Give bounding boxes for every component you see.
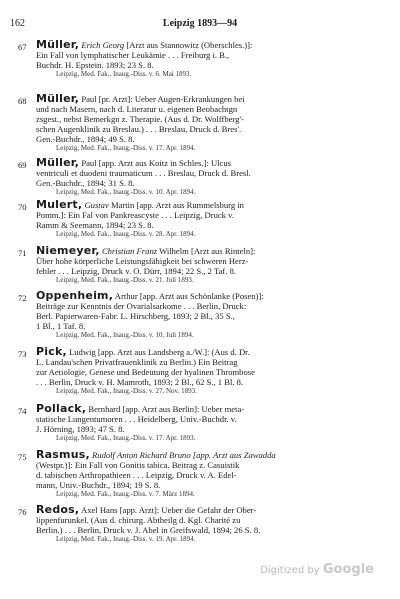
entry-name: Müller, [36,158,80,168]
entry-text-line: Pomm.]: Ein Fal von Pankreascyste . . . Leipzig, Druck v. [36,210,235,220]
digitization-watermark [260,562,374,577]
entry-text-line: zur Aetiologie, Genese und Bedeutung der hyalinen Thrombose [36,367,255,377]
entry-name: Müller, [36,40,80,50]
entry-number: 74 [18,406,27,416]
entry-note: Leipzig, Med. Fak., Inaug.-Diss. v. 17. Apr. 1894. [56,144,196,152]
entry-name: Niemeyer, [36,246,100,256]
entry-given-name: Axel Hans [app. Arzt]: [80,505,160,515]
entry-number: 73 [18,349,27,359]
entry-note: Leipzig, Med. Fak., Inaug.-Diss. v. 10. Apr. 1894. [56,188,196,196]
entry-name: Pollack, [36,404,87,414]
digitized-by-text: Digitized by [260,565,320,576]
entry-text-line: (Westpr.)]: Ein Fall von Gonitis tabica. Beitrag z. Casuistik [36,460,240,470]
entry-text-line: Gen.-Buchdr., 1894; 31 S. 8. [36,178,135,188]
entry-note: Leipzig, Med. Fak., Inaug.-Diss. v. 21. Juli 1893. [56,276,194,284]
entry-text-line: Beiträge zur Kenntnis der Ovarialsarkome . . . Berlin, Druck: [36,301,247,311]
entry-number: 76 [18,507,27,517]
entry-name: Müller, [36,94,80,104]
entry-text-line: zsgest., nebst Bemerkgn z. Therapie. (Aus d. Dr. Wolffberg'- [36,114,244,124]
entry-text-line: Ueber meta- [201,404,245,414]
page-header [0,18,400,30]
entry-text-line: Gen.-Buchdr., 1894; 49 S. 8. [36,134,135,144]
entry-text-line: Berlin.) . . . Berlin, Druck v. J. Abel in Greifswald, 1894; 26 S. 8. [36,525,261,535]
entry-text-line: Ein Fall von lymphatischer Leukämie . . . Freiburg i. B., [36,50,230,60]
entry-note: Leipzig, Med. Fak., Inaug.-Diss. v. 10. Juli 1894. [56,331,194,339]
entry-name: Rasmus, [36,450,90,460]
entry-text-line: Martin [app. Arzt aus Rummelsburg in [110,200,244,210]
entry-text-line: statische Lungentumoren . . . Heidelberg, Univ.-Buchdr. v. [36,414,237,424]
entry-number: 70 [18,202,27,212]
entry-number: 72 [18,293,27,303]
running-title: Leipzig 1893—94 [162,18,238,29]
entry-note: Leipzig, Med. Fak., Inaug.-Diss. v. 7. März 1894. [56,490,195,498]
entry-note: Leipzig, Med. Fak., Inaug.-Diss. v. 27. Nov. 1893. [56,387,197,395]
entry-text-line: d. tabischen Arthropathieen . . . Leipzig, Druck v. A. Edel- [36,470,237,480]
entry-note: Leipzig, Med. Fak., Inaug.-Diss. v. 6. Mai 1893. [56,70,192,78]
entry-name: Mulert, [36,200,83,210]
entry-number: 75 [18,452,27,462]
entry-text-line: 1 Bl., 1 Taf. 8. [36,321,86,331]
entry-given-name: Bernhard [app. Arzt aus Berlin]: [88,404,200,414]
entry-text-line: ventriculi et duodeni traumaticum . . . Breslau, Druck d. Bresl. [36,168,251,178]
entry-given-name: Paul [pr. Arzt]: [81,94,133,104]
entry-text-line: und nach Masern, nach d. Literatur u. eigenen Beobachtgn [36,104,238,114]
entry-given-name: Ludwig [app. Arzt aus Landsberg a./W.]: [69,347,210,357]
entry-note: Leipzig, Med. Fak., Inaug.-Diss. v. 19. Apr. 1894. [56,535,196,543]
entry-name: Pick, [36,347,67,357]
entry-text-line: Ueber Augen-Erkrankungen bei [134,94,245,104]
entry-given-name: Rudolf Anton Richard Bruno [app. Arzt aus Zawadda [92,450,276,460]
entry-text-line: lippenfurunkel. (Aus d. chirurg. Abtheilg d. Kgl. Charité zu [36,515,241,525]
entry-text-line: Über hohe körperliche Leistungsfähigkeit bei schweren Herz- [36,256,249,266]
entry-text-line: L. Landau'schen Privatfrauenklinik zu Berlin.) Ein Beitrag [36,357,238,367]
entry-text-line: Berl. Papierwaren-Fabr. L. Hirschberg, 1893; 2 Bl., 35 S., [36,311,235,321]
google-logo: Google [322,562,374,577]
entry-text-line: . . . Berlin, Druck v. H. Mamroth, 1893; 2 Bl., 62 S., 1 Bl. 8. [36,377,244,387]
entry-text-line: Ulcus [210,158,231,168]
entry-name: Redos, [36,505,80,515]
entry-number: 69 [18,160,27,170]
entry-given-name: Christian Franz [101,246,158,256]
entry-text-line: fehler . . . Leipzig, Druck v. O. Dürr, 1894; 22 S., 2 Taf. 8. [36,266,237,276]
entry-given-name: Arthur [app. Arzt aus Schönlanke (Posen)]: [114,291,264,301]
entry-number: 67 [18,42,27,52]
entry-given-name: Gustav [84,200,109,210]
page-number: 162 [10,18,25,29]
entry-note: Leipzig, Med. Fak., Inaug.-Diss. v. 17. Apr. 1893. [56,434,196,442]
entry-note: Leipzig, Med. Fak., Inaug.-Diss. v. 28. Apr. 1894. [56,230,196,238]
entry-text-line: Wilhelm [Arzt aus Rinteln]: [159,246,256,256]
entry-number: 71 [18,248,27,258]
entry-text-line: schen Augenklinik zu Breslau.) . . . Breslau, Druck d. Bres'. [36,124,242,134]
entry-given-name: Erich Georg [81,40,125,50]
entry-text-line: Ueber die Gefahr der Ober- [161,505,257,515]
entry-text-line: [Arzt aus Stannowitz (Oberschles.)]: [126,40,253,50]
entry-number: 68 [18,96,27,106]
entry-text-line: (Aus d. Dr. [211,347,250,357]
entry-given-name: Paul [app. Arzt aus Koitz in Schles.]: [81,158,209,168]
entry-text-line: Ramm & Seemann, 1894; 23 S. 8. [36,220,154,230]
entry-text-line: mann, Univ.-Buchdr., 1894; 19 S. 8. [36,480,161,490]
entry-text-line: J. Hörning, 1893; 47 S. 8. [36,424,125,434]
entry-name: Oppenheim, [36,291,114,301]
entry-text-line: Buchdr. H. Epstein. 1893; 23 S. 8. [36,60,154,70]
